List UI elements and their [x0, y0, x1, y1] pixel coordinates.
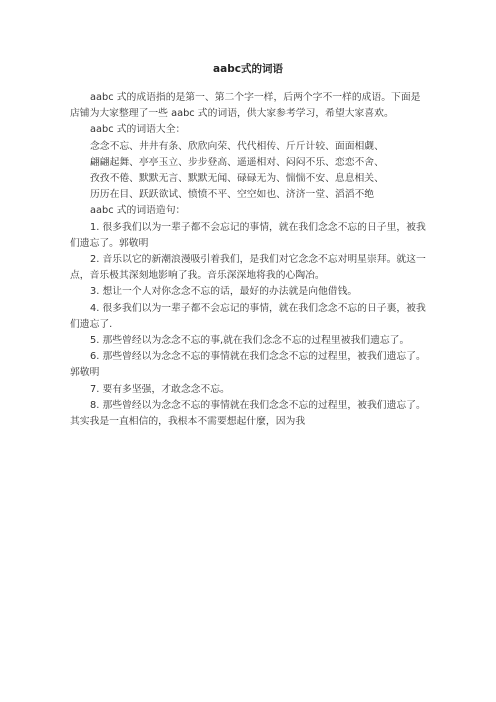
word-list-line: 历历在目、跃跃欲试、愤愤不平、空空如也、济济一堂、滔滔不绝	[90, 189, 375, 201]
example-sentence: 3. 想让一个人对你念念不忘的话，最好的办法就是向他借钱。	[90, 286, 358, 298]
section-heading-example-sentences: aabc 式的词语造句：	[90, 205, 186, 217]
example-sentence: 6. 那些曾经以为念念不忘的事情就在我们念念不忘的过程里，被我们遗忘了。郭敬明	[70, 351, 426, 379]
example-sentence: 5. 那些曾经以为念念不忘的事,就在我们念念不忘的过程里被我们遗忘了。	[90, 335, 410, 347]
word-list-line: 念念不忘、井井有条、欣欣向荣、代代相传、斤斤计较、面面相觑、	[90, 140, 384, 152]
section-heading-word-list: aabc 式的词语大全：	[90, 124, 186, 136]
word-list-line: 孜孜不倦、默默无言、默默无闻、碌碌无为、惴惴不安、息息相关、	[90, 173, 384, 185]
example-sentence: 8. 那些曾经以为念念不忘的事情就在我们念念不忘的过程里，被我们遗忘了。其实我是一直相信的，我根本不需要想起什麼，因为我	[70, 399, 426, 428]
example-sentence: 7. 要有多坚强，才敢念念不忘。	[90, 383, 230, 395]
intro-paragraph: aabc 式的成语指的是第一、第二个字一样，后两个字不一样的成语。下面是店铺为大家整理了一些 aabc 式的词语，供大家参考学习，希望大家喜欢。	[70, 92, 421, 120]
word-list-line: 翩翩起舞、亭亭玉立、步步登高、遥遥相对、闷闷不乐、恋恋不舍、	[90, 156, 384, 168]
example-sentence: 1. 很多我们以为一辈子都不会忘记的事情，就在我们念念不忘的日子里，被我们遗忘了。郭敬明	[70, 221, 426, 249]
example-sentence: 2. 音乐以它的新潮浪漫吸引着我们，是我们对它念念不忘对明星崇拜。就这一点，音乐极其深刻地影响了我。音乐深深地将我的心陶冶。	[70, 254, 426, 282]
example-sentence: 4. 很多我们以为一辈子都不会忘记的事情，就在我们念念不忘的日子裏，被我们遗忘了.	[70, 302, 426, 330]
document-title: aabc式的词语	[213, 63, 283, 75]
